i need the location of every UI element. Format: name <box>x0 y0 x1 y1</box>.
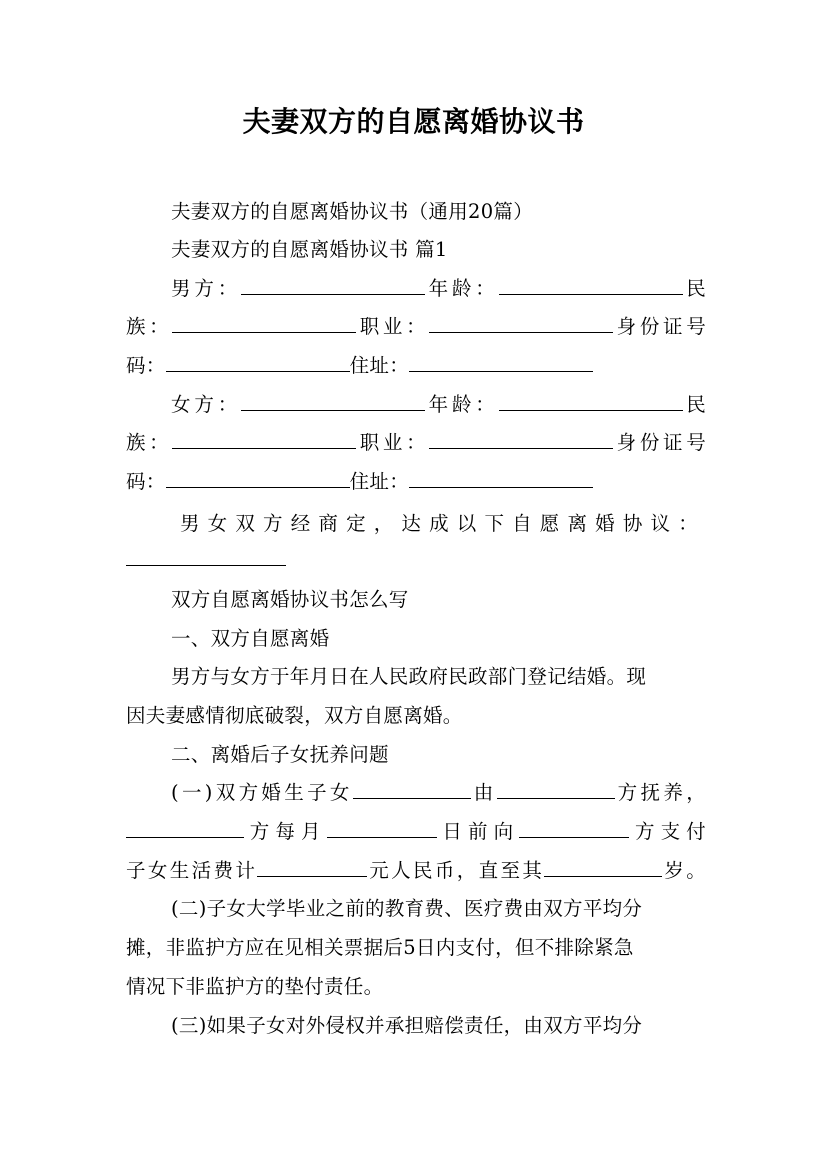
male-line-2 <box>126 310 706 344</box>
clause-1-line-1 <box>171 776 706 810</box>
male-job-label: 职业： <box>356 315 430 338</box>
clause-1-text-a: (一)双方婚生子女 <box>171 781 353 804</box>
payer-blank <box>126 815 244 838</box>
male-addr-label: 住址： <box>349 354 410 377</box>
male-min-pre: 民 <box>682 277 706 300</box>
male-job-blank <box>429 310 613 333</box>
female-label: 女方： <box>171 393 242 416</box>
female-addr-blank <box>409 465 593 488</box>
female-min-post: 族： <box>126 431 173 454</box>
female-ethnic-blank <box>172 426 356 449</box>
female-job-label: 职业： <box>356 431 430 454</box>
clause-1-text-e: 日前向 <box>436 820 520 843</box>
section-title: 夫妻双方的自愿离婚协议书 篇1 <box>171 238 448 261</box>
subtitle: 夫妻双方的自愿离婚协议书（通用20篇） <box>171 200 534 223</box>
female-name-blank <box>241 388 425 411</box>
male-line-1 <box>171 272 706 306</box>
para-1-line-2: 因夫妻感情彻底破裂，双方自愿离婚。 <box>126 704 463 727</box>
clause-1-text-h: 元人民币，直至其 <box>367 859 545 882</box>
male-ethnic-blank <box>172 310 356 333</box>
clause-1-text-d: 方每月 <box>244 820 327 843</box>
female-age-blank <box>499 388 683 411</box>
female-id-blank <box>166 465 350 488</box>
female-id-pre: 身份证号 <box>613 431 706 454</box>
howto-heading: 双方自愿离婚协议书怎么写 <box>171 588 409 611</box>
heading-one: 一、双方自愿离婚 <box>171 627 330 650</box>
female-line-3 <box>126 465 706 499</box>
male-name-blank <box>241 272 425 295</box>
agreement-blank-line <box>126 543 706 577</box>
female-id-post: 码： <box>126 470 166 493</box>
male-addr-blank <box>409 349 593 372</box>
clause-2-line-3: 情况下非监护方的垫付责任。 <box>126 975 384 998</box>
clause-1-line-3 <box>126 854 706 888</box>
heading-two: 二、离婚后子女抚养问题 <box>171 743 389 766</box>
male-age-label: 年龄： <box>425 277 499 300</box>
day-blank <box>327 815 437 838</box>
clause-2-line-2: 摊，非监护方应在见相关票据后5日内支付，但不排除紧急 <box>126 936 634 959</box>
female-age-label: 年龄： <box>425 393 499 416</box>
age-limit-blank <box>544 854 662 877</box>
custody-blank <box>497 776 615 799</box>
male-label: 男方： <box>171 277 242 300</box>
male-id-pre: 身份证号 <box>613 315 706 338</box>
child-blank <box>353 776 471 799</box>
clause-1-text-c: 方抚养， <box>614 781 706 804</box>
male-id-blank <box>166 349 350 372</box>
document-title: 夫妻双方的自愿离婚协议书 <box>242 105 585 138</box>
female-job-blank <box>429 426 613 449</box>
female-addr-label: 住址： <box>349 470 410 493</box>
amount-blank <box>257 854 367 877</box>
clause-1-text-g: 子女生活费计 <box>126 859 258 882</box>
para-1-line-1: 男方与女方于年月日在人民政府民政部门登记结婚。现 <box>171 665 647 688</box>
agreement-blank <box>126 543 286 566</box>
male-id-post: 码： <box>126 354 166 377</box>
clause-1-line-2 <box>126 815 706 849</box>
female-line-2 <box>126 426 706 460</box>
clause-1-text-b: 由 <box>470 781 497 804</box>
agreement-line: 男女双方经商定，达成以下自愿离婚协议： <box>180 512 698 535</box>
male-min-post: 族： <box>126 315 173 338</box>
female-min-pre: 民 <box>682 393 706 416</box>
male-age-blank <box>499 272 683 295</box>
clause-3-line-1: (三)如果子女对外侵权并承担赔偿责任，由双方平均分 <box>171 1014 643 1037</box>
clause-1-text-i: 岁。 <box>662 859 706 882</box>
male-line-3 <box>126 349 706 383</box>
payee-blank <box>519 815 629 838</box>
clause-2-line-1: (二)子女大学毕业之前的教育费、医疗费由双方平均分 <box>171 897 643 920</box>
clause-1-text-f: 方支付 <box>629 820 706 843</box>
female-line-1 <box>171 388 706 422</box>
